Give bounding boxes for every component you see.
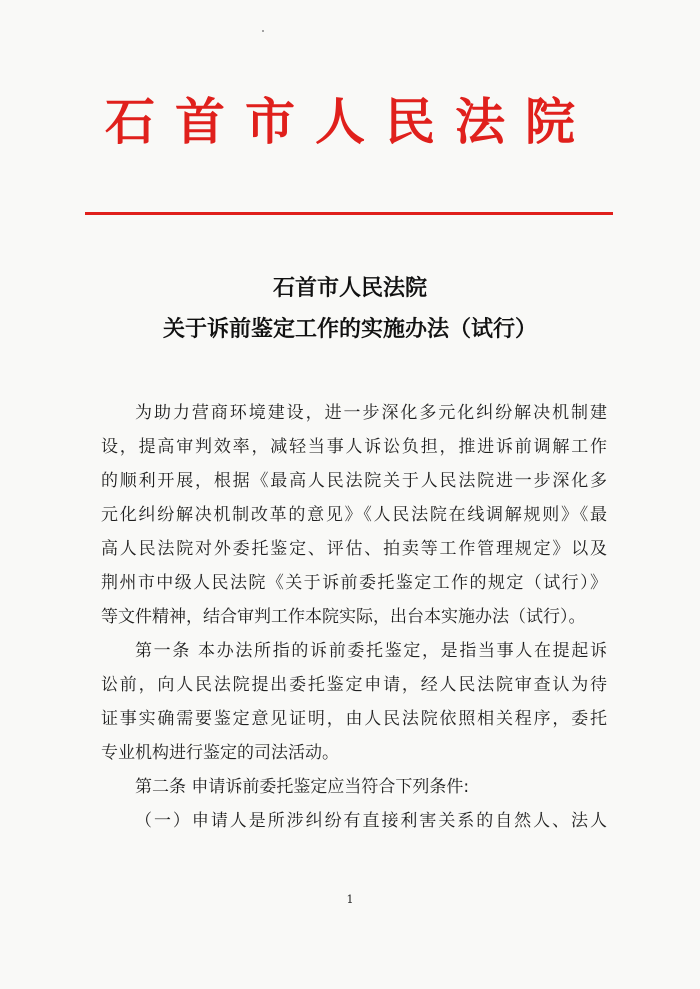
body-line: 设，提高审判效率，减轻当事人诉讼负担，推进诉前调解工作 xyxy=(101,437,607,457)
article-2-item-line: （一）申请人是所涉纠纷有直接利害关系的自然人、法人 xyxy=(135,811,607,831)
body-line: 的顺利开展，根据《最高人民法院关于人民法院进一步深化多 xyxy=(101,471,607,491)
article-1-line: 第一条 本办法所指的诉前委托鉴定，是指当事人在提起诉 xyxy=(135,641,607,661)
red-divider-line xyxy=(85,212,613,215)
document-body xyxy=(101,396,607,838)
document-title-line1: 石首市人民法院 xyxy=(272,275,427,301)
article-1-line: 讼前，向人民法院提出委托鉴定申请，经人民法院审查认为待 xyxy=(101,675,607,695)
scan-speck xyxy=(262,30,264,32)
article-1-line: 专业机构进行鉴定的司法活动。 xyxy=(101,743,339,763)
body-line: 等文件精神，结合审判工作本院实际，出台本实施办法（试行）。 xyxy=(101,607,586,627)
page-number: 1 xyxy=(346,893,354,906)
body-line: 元化纠纷解决机制改革的意见》《人民法院在线调解规则》《最 xyxy=(101,505,607,525)
article-2-line: 第二条 申请诉前委托鉴定应当符合下列条件: xyxy=(135,777,470,797)
document-title-line2: 关于诉前鉴定工作的实施办法（试行） xyxy=(162,316,537,342)
body-line: 为助力营商环境建设，进一步深化多元化纠纷解决机制建 xyxy=(135,403,607,423)
body-line: 荆州市中级人民法院《关于诉前委托鉴定工作的规定（试行）》 xyxy=(101,573,607,593)
body-line: 高人民法院对外委托鉴定、评估、拍卖等工作管理规定》以及 xyxy=(101,539,607,559)
article-1-line: 证事实确需要鉴定意见证明，由人民法院依照相关程序，委托 xyxy=(101,709,607,729)
court-letterhead: 石首市人民法院 xyxy=(105,92,595,151)
